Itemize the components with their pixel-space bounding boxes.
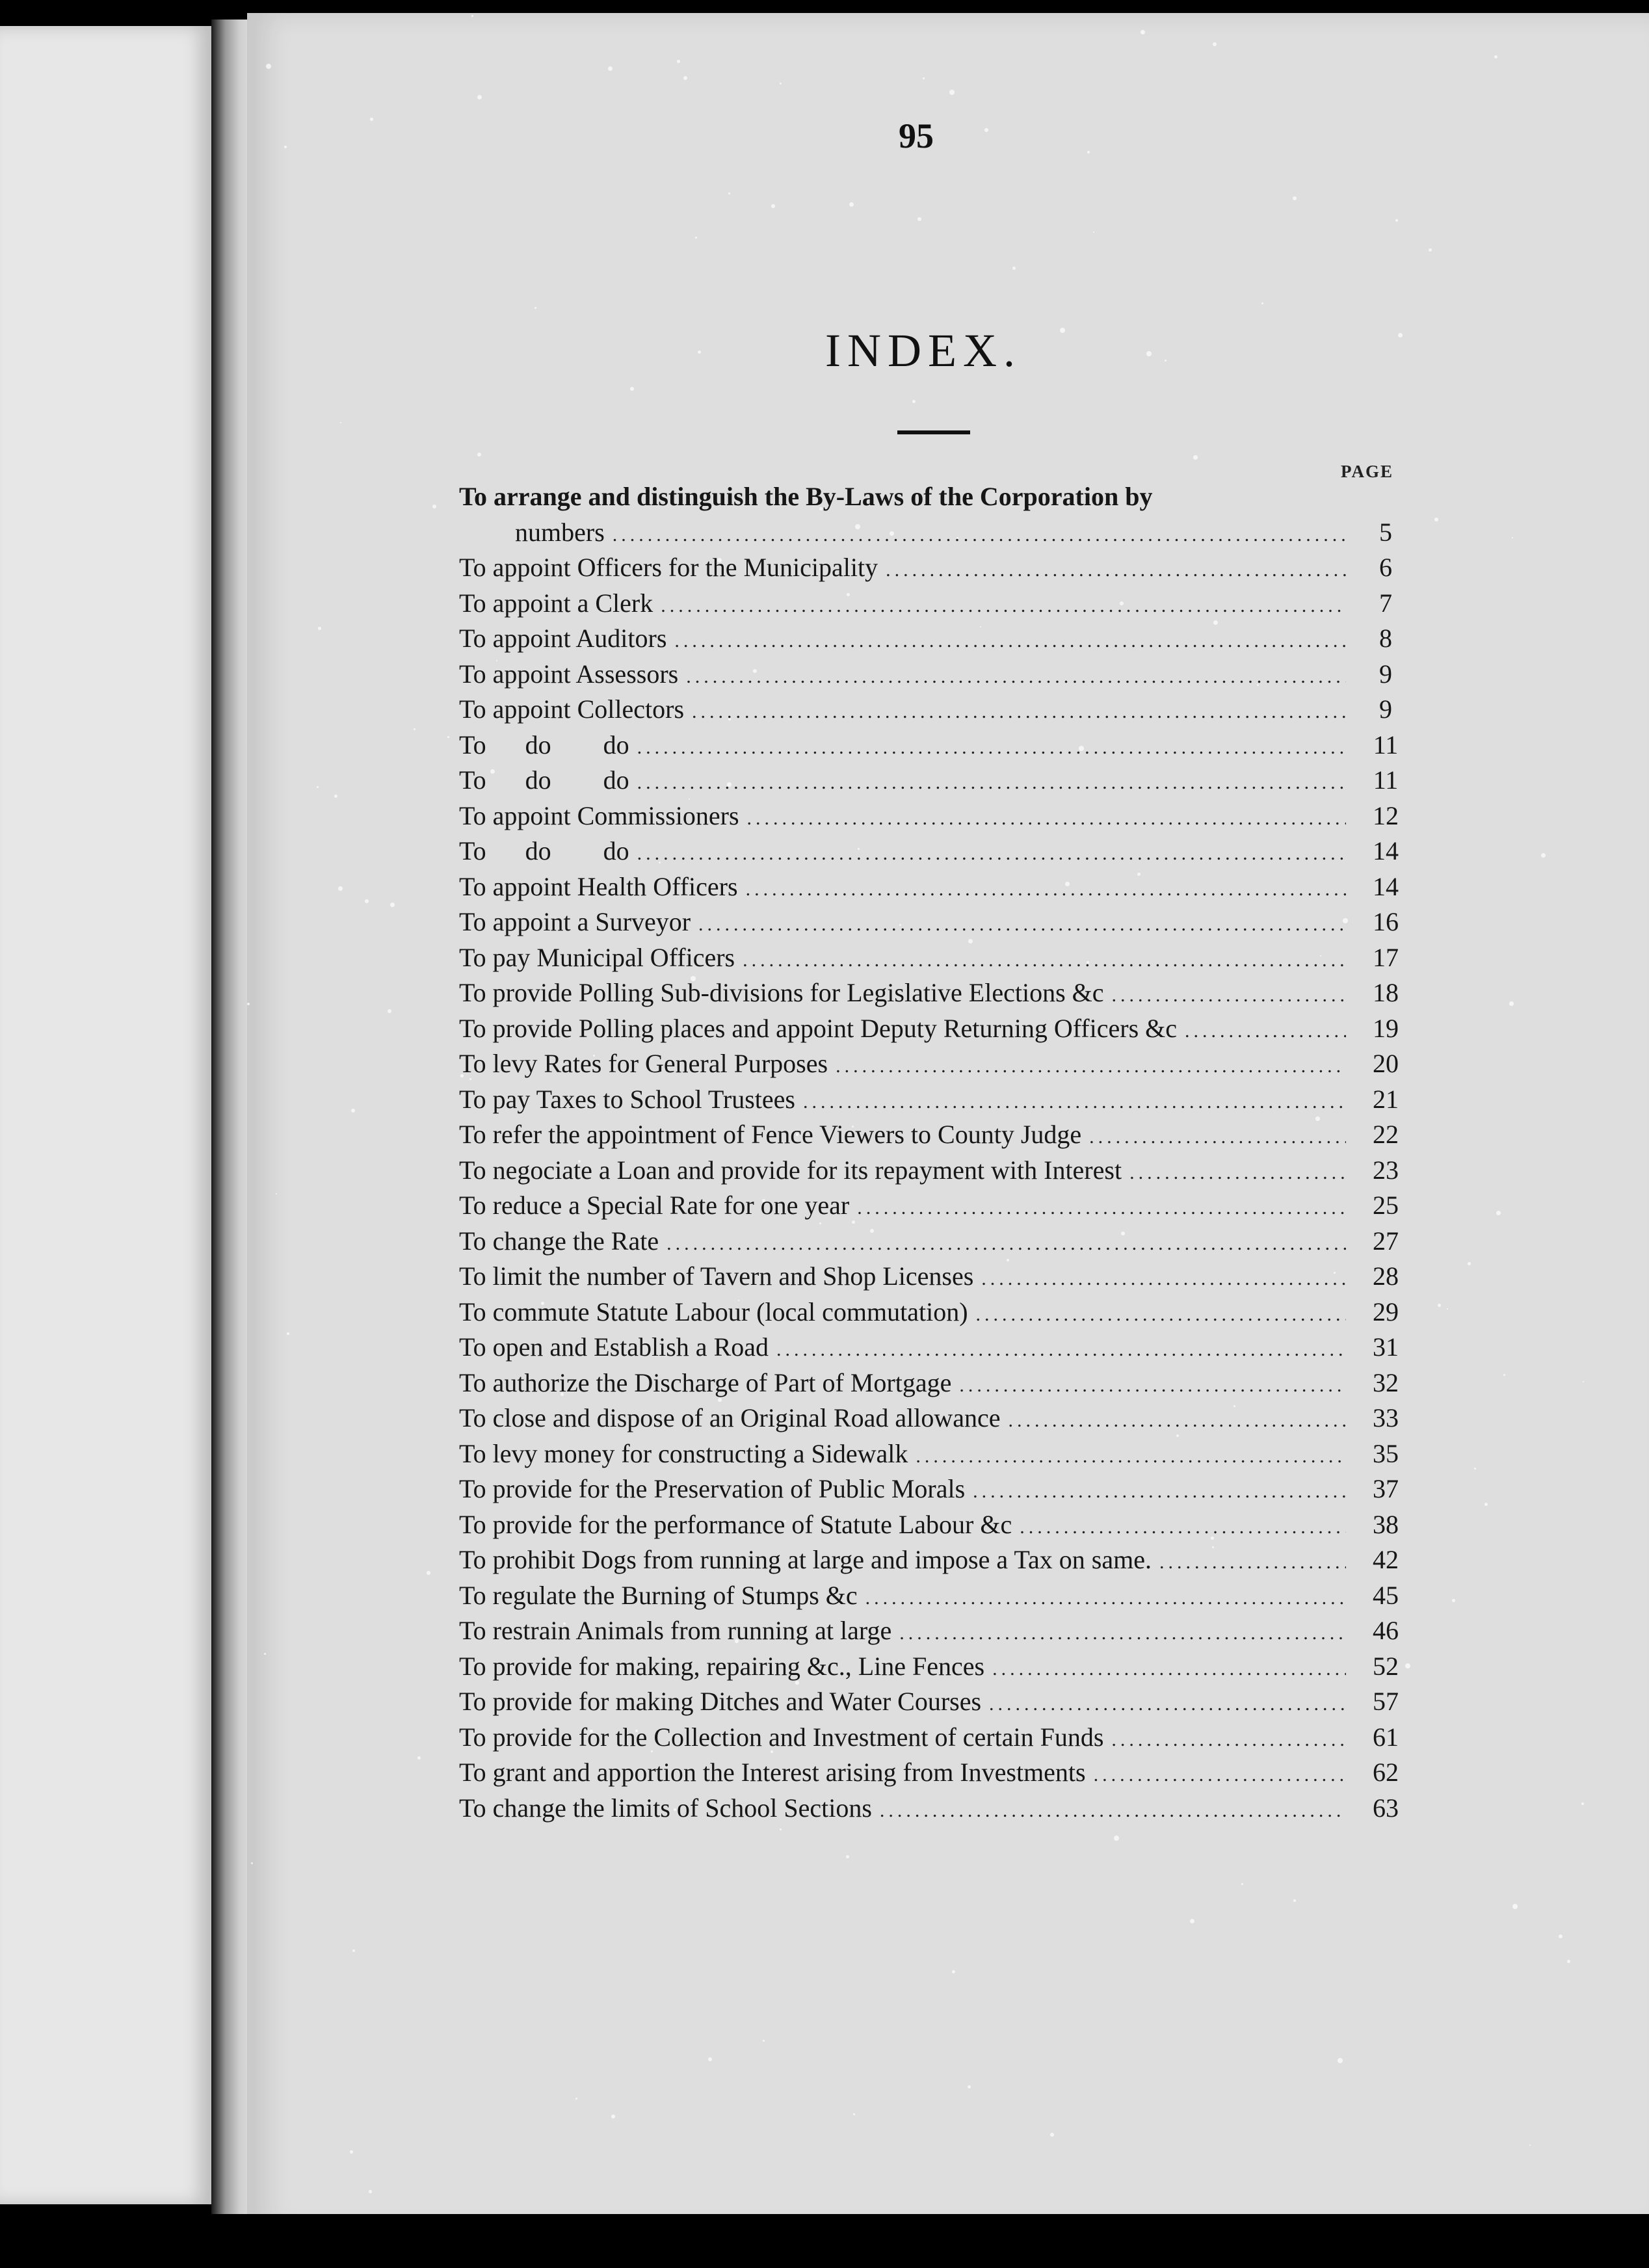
entry-page-number: 27: [1373, 1226, 1399, 1256]
entry-page-number: 52: [1373, 1651, 1399, 1681]
paper-speck: [287, 1332, 289, 1335]
entry-page-number: 23: [1373, 1155, 1399, 1185]
paper-speck: [264, 1653, 266, 1655]
dot-leader: [865, 1581, 1346, 1616]
paper-speck: [247, 1003, 250, 1005]
paper-speck: [1581, 1802, 1584, 1805]
paper-speck: [350, 2150, 353, 2154]
dot-leader: [981, 1261, 1346, 1297]
index-entry: [459, 1471, 1415, 1507]
dot-leader: [746, 872, 1346, 908]
entry-text: To appoint Health Officers: [459, 871, 738, 901]
paper-speck: [1193, 455, 1198, 460]
index-entry: [459, 728, 1415, 763]
entry-text: To appoint Auditors: [459, 624, 667, 653]
paper-speck: [1484, 1503, 1488, 1506]
paper-speck: [1438, 1304, 1441, 1307]
title-rule: [897, 430, 970, 434]
entry-page-number: 12: [1373, 800, 1399, 830]
paper-speck: [1293, 196, 1297, 200]
entry-page-number: 46: [1373, 1616, 1399, 1645]
paper-speck: [1468, 1262, 1471, 1265]
index-entry: [459, 657, 1415, 692]
dot-leader: [1129, 1155, 1346, 1191]
entry-text: To provide for making, repairing &c., Line Fences: [459, 1651, 985, 1681]
entry-page-number: 25: [1373, 1191, 1399, 1220]
paper-speck: [949, 90, 955, 95]
entry-page-number: 7: [1379, 588, 1392, 618]
entry-page-number: 33: [1373, 1403, 1399, 1432]
entry-page-number: 14: [1373, 871, 1399, 901]
paper-speck: [695, 237, 697, 239]
entry-text: To negociate a Loan and provide for its repayment with Interest: [459, 1155, 1122, 1185]
paper-speck: [1567, 1960, 1570, 1963]
index-entry: [459, 1578, 1415, 1614]
dot-leader: [1009, 1403, 1346, 1439]
facing-page-edge: [0, 26, 211, 2204]
index-entry: [459, 515, 1415, 551]
entry-page-number: 19: [1373, 1013, 1399, 1043]
paper-speck: [1146, 351, 1152, 356]
paper-speck: [923, 77, 925, 79]
dot-leader: [1020, 1510, 1346, 1546]
paper-speck: [365, 899, 369, 903]
paper-speck: [1494, 55, 1497, 59]
entry-text: To close and dispose of an Original Road allowance: [459, 1403, 1001, 1432]
paper-speck: [1452, 1599, 1455, 1602]
entry-text: To open and Establish a Road: [459, 1332, 769, 1362]
scan-bottom-edge: [0, 2214, 1649, 2268]
paper-speck: [763, 2040, 765, 2042]
entry-page-number: 63: [1373, 1793, 1399, 1823]
entry-page-number: 11: [1373, 730, 1399, 759]
entry-page-number: 21: [1373, 1084, 1399, 1114]
entry-page-number: 9: [1379, 659, 1392, 689]
paper-speck: [780, 83, 782, 85]
dot-leader: [776, 1332, 1346, 1368]
paper-speck: [611, 2115, 615, 2118]
paper-speck: [534, 307, 536, 309]
paper-speck: [417, 1756, 421, 1760]
dot-leader: [880, 1793, 1346, 1829]
paper-speck: [334, 795, 337, 798]
index-entry: [459, 798, 1415, 834]
paper-speck: [1559, 1934, 1563, 1938]
entry-text: To pay Taxes to School Trustees: [459, 1084, 795, 1114]
paper-speck: [1509, 1001, 1514, 1006]
dot-leader: [976, 1297, 1346, 1333]
entry-page-number: 57: [1373, 1687, 1399, 1716]
entry-page-number: 6: [1379, 553, 1392, 582]
index-entry: [459, 940, 1415, 976]
paper-speck: [917, 217, 921, 221]
paper-speck: [1512, 537, 1513, 538]
entry-text: To provide Polling Sub-divisions for Legislative Elections &c: [459, 978, 1104, 1007]
paper-speck: [575, 2098, 577, 2100]
entry-text: To limit the number of Tavern and Shop Licenses: [459, 1261, 974, 1291]
entry-text: To appoint Commissioners: [459, 800, 739, 830]
paper-speck: [1213, 42, 1217, 46]
entry-text: To levy Rates for General Purposes: [459, 1049, 828, 1078]
entry-page-number: 11: [1373, 765, 1399, 795]
paper-speck: [477, 453, 481, 456]
paper-speck: [388, 1009, 391, 1013]
entry-text: To appoint a Surveyor: [459, 907, 691, 936]
paper-speck: [698, 350, 701, 354]
index-entry: [459, 1507, 1415, 1543]
entry-text: To appoint Collectors: [459, 694, 685, 724]
dot-leader: [973, 1474, 1346, 1510]
entry-text: To regulate the Burning of Stumps &c: [459, 1580, 858, 1610]
entry-page-number: 28: [1373, 1261, 1399, 1291]
paper-speck: [683, 76, 687, 80]
paper-speck: [276, 1193, 277, 1194]
paper-speck: [728, 192, 730, 194]
index-entry: [459, 763, 1415, 798]
entry-text: To arrange and distinguish the By-Laws of the Corporation by: [459, 482, 1153, 511]
dot-leader: [661, 588, 1346, 624]
paper-speck: [318, 627, 321, 630]
paper-speck: [1398, 333, 1403, 337]
paper-speck: [853, 2113, 855, 2115]
entry-page-number: 5: [1379, 517, 1392, 547]
paper-speck: [251, 1862, 253, 1864]
index-title: INDEX.: [825, 324, 1022, 376]
paper-speck: [1050, 2133, 1054, 2137]
entry-page-number: 38: [1373, 1509, 1399, 1539]
dot-leader: [1094, 1758, 1346, 1793]
entry-text: To appoint a Clerk: [459, 588, 653, 618]
index-entry: [459, 1401, 1415, 1436]
paper-speck: [608, 66, 613, 71]
index-entry: [459, 1436, 1415, 1472]
paper-speck: [1012, 267, 1016, 270]
paper-speck: [952, 1970, 955, 1973]
paper-speck: [1190, 1919, 1194, 1923]
entry-page-number: 61: [1373, 1722, 1399, 1752]
paper-speck: [369, 2190, 372, 2193]
paper-speck: [780, 1828, 782, 1830]
paper-speck: [340, 422, 341, 423]
dot-leader: [1159, 1545, 1346, 1581]
index-entry: [459, 1224, 1415, 1259]
paper-speck: [849, 202, 854, 207]
dot-leader: [747, 801, 1346, 837]
entry-page-number: 29: [1373, 1297, 1399, 1326]
paper-speck: [984, 128, 988, 132]
index-entry: [459, 1720, 1415, 1756]
paper-speck: [317, 786, 319, 788]
paper-speck: [1529, 2144, 1531, 2146]
paper-speck: [390, 903, 395, 907]
dot-leader: [666, 1226, 1346, 1262]
index-entry: [459, 834, 1415, 869]
index-entry: [459, 692, 1415, 728]
index-entry: [459, 1365, 1415, 1401]
paper-speck: [477, 95, 482, 99]
book-gutter: [211, 20, 252, 2224]
index-entry: [459, 1755, 1415, 1791]
index-entry: [459, 586, 1415, 622]
paper-speck: [630, 387, 634, 391]
index-entry: [459, 479, 1415, 515]
paper-speck: [1503, 1374, 1505, 1376]
entry-text: To provide for the Collection and Investment of certain Funds: [459, 1722, 1104, 1752]
dot-leader: [899, 1616, 1346, 1652]
entry-page-number: 9: [1379, 694, 1392, 724]
paper-speck: [1338, 2058, 1343, 2063]
entry-text: To do do: [459, 836, 629, 865]
index-entry: [459, 621, 1415, 657]
dot-leader: [1089, 1120, 1346, 1155]
entry-page-number: 8: [1379, 624, 1392, 653]
index-entry: [459, 1295, 1415, 1330]
paper-speck: [1447, 1308, 1448, 1310]
paper-speck: [846, 1855, 849, 1858]
index-entry: [459, 1188, 1415, 1224]
entry-page-number: 35: [1373, 1438, 1399, 1468]
paper-speck: [266, 64, 271, 69]
paper-speck: [1474, 1468, 1476, 1470]
index-entry: [459, 1613, 1415, 1649]
dot-leader: [857, 1191, 1346, 1226]
entry-text: To provide for making Ditches and Water Courses: [459, 1687, 982, 1716]
dot-leader: [637, 836, 1346, 872]
dot-leader: [692, 694, 1346, 730]
paper-speck: [1261, 302, 1263, 304]
entry-page-number: 42: [1373, 1545, 1399, 1574]
entry-page-number: 32: [1373, 1367, 1399, 1397]
dot-leader: [637, 765, 1346, 801]
entry-page-number: 31: [1373, 1332, 1399, 1362]
entry-text: To restrain Animals from running at large: [459, 1616, 892, 1645]
entry-text: To do do: [459, 765, 629, 795]
entry-page-number: 62: [1373, 1758, 1399, 1787]
index-entry: [459, 975, 1415, 1011]
dot-leader: [916, 1439, 1346, 1475]
entry-page-number: 22: [1373, 1120, 1399, 1149]
entry-text: To appoint Assessors: [459, 659, 679, 689]
entry-text: To prohibit Dogs from running at large and impose a Tax on same.: [459, 1545, 1152, 1574]
index-entry: [459, 1649, 1415, 1685]
entry-text: To reduce a Special Rate for one year: [459, 1191, 850, 1220]
dot-leader: [1112, 978, 1346, 1014]
entry-page-number: 16: [1373, 907, 1399, 936]
index-entry: [459, 1259, 1415, 1295]
paper-speck: [968, 2085, 971, 2089]
paper-speck: [471, 15, 473, 17]
paper-speck: [912, 400, 916, 403]
paper-speck: [1583, 1381, 1584, 1382]
paper-speck: [708, 2057, 712, 2061]
entry-page-number: 37: [1373, 1474, 1399, 1503]
paper-speck: [1395, 219, 1398, 222]
dot-leader: [803, 1085, 1346, 1120]
page-column-label: PAGE: [1341, 462, 1393, 481]
index-entry: [459, 1117, 1415, 1153]
entry-text: To refer the appointment of Fence Viewers to County Judge: [459, 1120, 1082, 1149]
dot-leader: [959, 1368, 1346, 1404]
dot-leader: [836, 1049, 1346, 1085]
paper-speck: [352, 1949, 355, 1952]
entry-page-number: 45: [1373, 1580, 1399, 1610]
paper-speck: [414, 728, 416, 730]
entry-text: To change the limits of School Sections: [459, 1793, 872, 1823]
paper-speck: [284, 146, 287, 148]
entry-text: To provide for the Preservation of Public Morals: [459, 1474, 966, 1503]
index-entry: [459, 1330, 1415, 1365]
index-entry: [459, 1011, 1415, 1047]
dot-leader: [743, 943, 1346, 979]
paper-speck: [370, 118, 373, 121]
paper-speck: [1087, 151, 1090, 153]
paper-speck: [1429, 248, 1432, 252]
paper-speck: [1141, 30, 1145, 34]
entry-text: To change the Rate: [459, 1226, 659, 1256]
paper-speck: [338, 886, 343, 891]
index-entry: [459, 1791, 1415, 1826]
dot-leader: [886, 553, 1346, 588]
dot-leader: [613, 518, 1346, 553]
dot-leader: [674, 624, 1346, 659]
entry-page-number: 20: [1373, 1049, 1399, 1078]
dot-leader: [989, 1687, 1346, 1722]
entry-text: To grant and apportion the Interest arising from Investments: [459, 1758, 1086, 1787]
dot-leader: [1111, 1722, 1346, 1758]
dot-leader: [637, 730, 1346, 766]
paper-speck: [1512, 1904, 1518, 1909]
paper-speck: [1114, 1836, 1119, 1841]
paper-speck: [1293, 1899, 1296, 1902]
entry-text: numbers: [515, 517, 605, 547]
index-entries: [459, 479, 1415, 1826]
paper-speck: [351, 1109, 355, 1113]
paper-speck: [1541, 853, 1546, 858]
dot-leader: [992, 1652, 1346, 1687]
dot-leader: [698, 907, 1346, 943]
paper-speck: [427, 1571, 430, 1575]
paper-speck: [1434, 518, 1438, 521]
index-entry: [459, 1542, 1415, 1578]
paper-speck: [1241, 1883, 1243, 1885]
paper-speck: [1496, 1211, 1501, 1215]
entry-text: To appoint Officers for the Municipality: [459, 553, 878, 582]
index-entry: [459, 1082, 1415, 1118]
paper-speck: [447, 736, 449, 738]
index-entry: [459, 869, 1415, 905]
dot-leader: [1185, 1014, 1346, 1049]
entry-page-number: 14: [1373, 836, 1399, 865]
entry-text: To commute Statute Labour (local commutation): [459, 1297, 968, 1326]
index-entry: [459, 904, 1415, 940]
entry-text: To authorize the Discharge of Part of Mortgage: [459, 1367, 952, 1397]
dot-leader: [686, 659, 1346, 695]
entry-text: To do do: [459, 730, 629, 759]
entry-text: To provide for the performance of Statute Labour &c: [459, 1509, 1012, 1539]
entry-text: To provide Polling places and appoint Deputy Returning Officers &c: [459, 1013, 1178, 1043]
paper-speck: [771, 204, 775, 208]
entry-page-number: 17: [1373, 942, 1399, 972]
index-entry: [459, 550, 1415, 586]
paper-speck: [1165, 360, 1167, 362]
paper-speck: [432, 505, 436, 508]
paper-speck: [677, 60, 680, 63]
page-number: 95: [899, 116, 934, 155]
index-entry: [459, 1153, 1415, 1189]
index-entry: [459, 1684, 1415, 1720]
entry-page-number: 18: [1373, 978, 1399, 1007]
paper-speck: [1093, 231, 1094, 233]
entry-text: To levy money for constructing a Sidewalk: [459, 1438, 908, 1468]
entry-text: To pay Municipal Officers: [459, 942, 735, 972]
index-entry: [459, 1046, 1415, 1082]
